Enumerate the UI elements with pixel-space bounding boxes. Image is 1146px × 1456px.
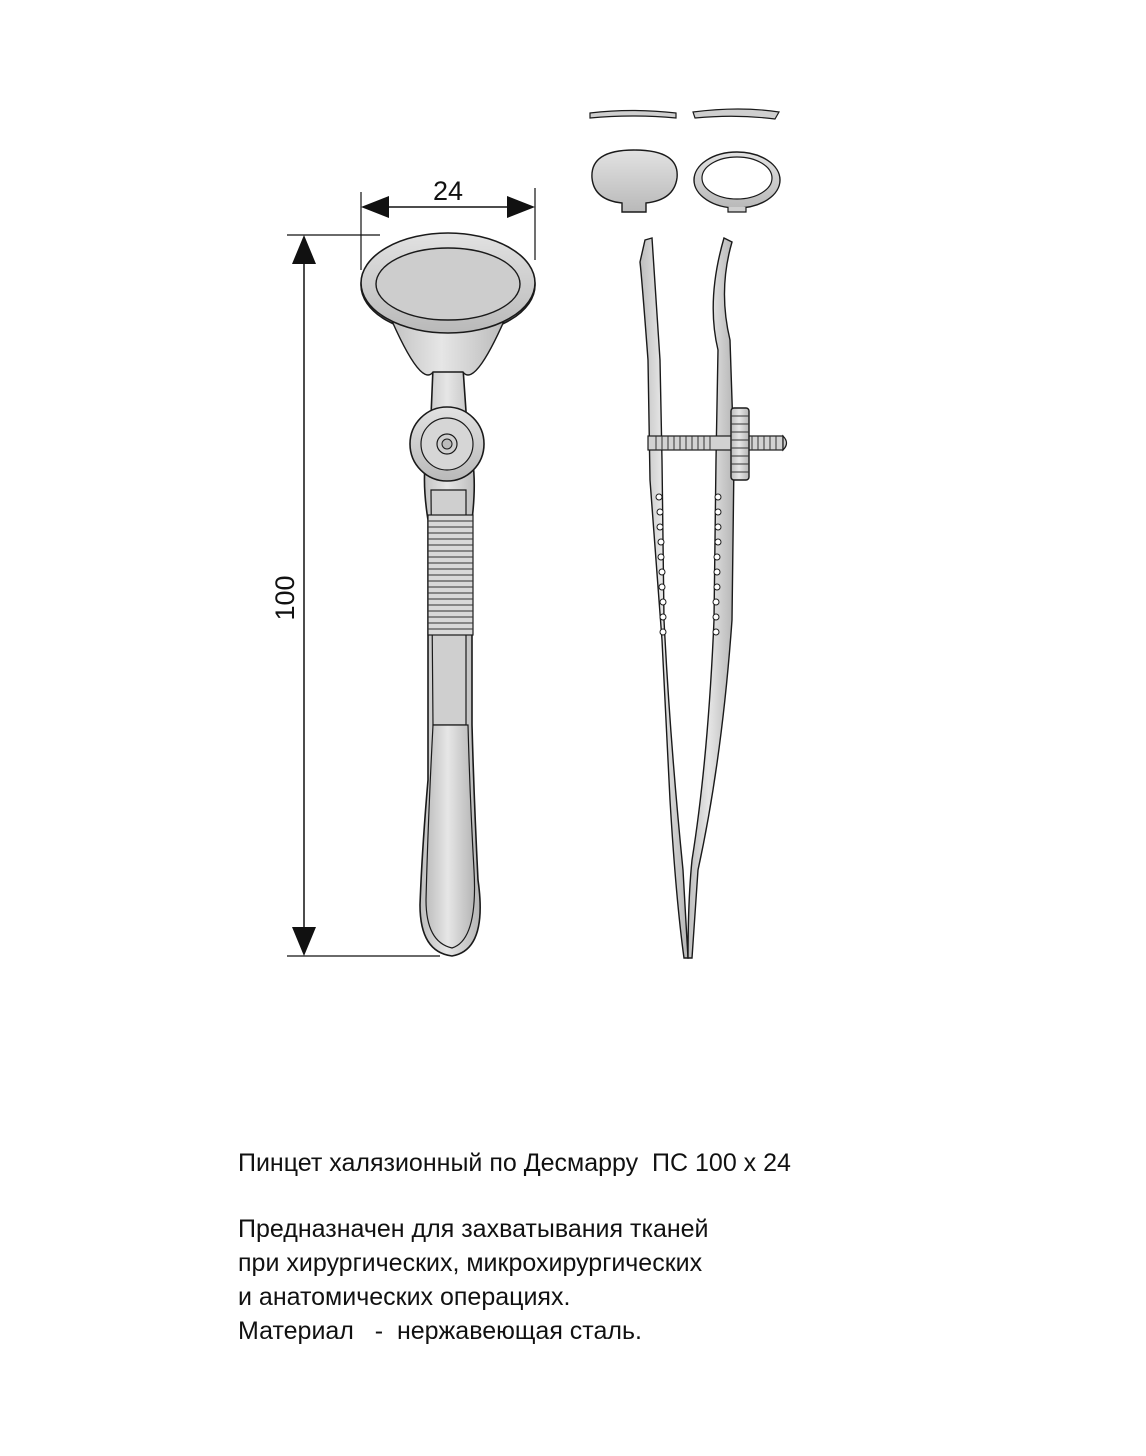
screw-knob bbox=[410, 407, 484, 481]
description-line-1: Предназначен для захватывания тканей bbox=[238, 1215, 709, 1243]
ribbed-grip bbox=[428, 515, 473, 635]
forceps-side-view bbox=[640, 238, 787, 958]
product-title: Пинцет халязионный по Десмарру ПС 100 х 24 bbox=[238, 1149, 791, 1177]
forceps-front-view bbox=[361, 233, 535, 956]
length-label: 100 bbox=[270, 575, 300, 621]
ring-detail-views bbox=[590, 109, 780, 212]
product-description bbox=[238, 1212, 709, 1348]
product-caption bbox=[238, 1146, 791, 1180]
description-line-3: и анатомических операциях. bbox=[238, 1283, 571, 1311]
width-label: 24 bbox=[432, 176, 464, 206]
description-line-4: Материал - нержавеющая сталь. bbox=[238, 1317, 642, 1345]
description-line-2: при хирургических, микрохирургических bbox=[238, 1249, 703, 1277]
